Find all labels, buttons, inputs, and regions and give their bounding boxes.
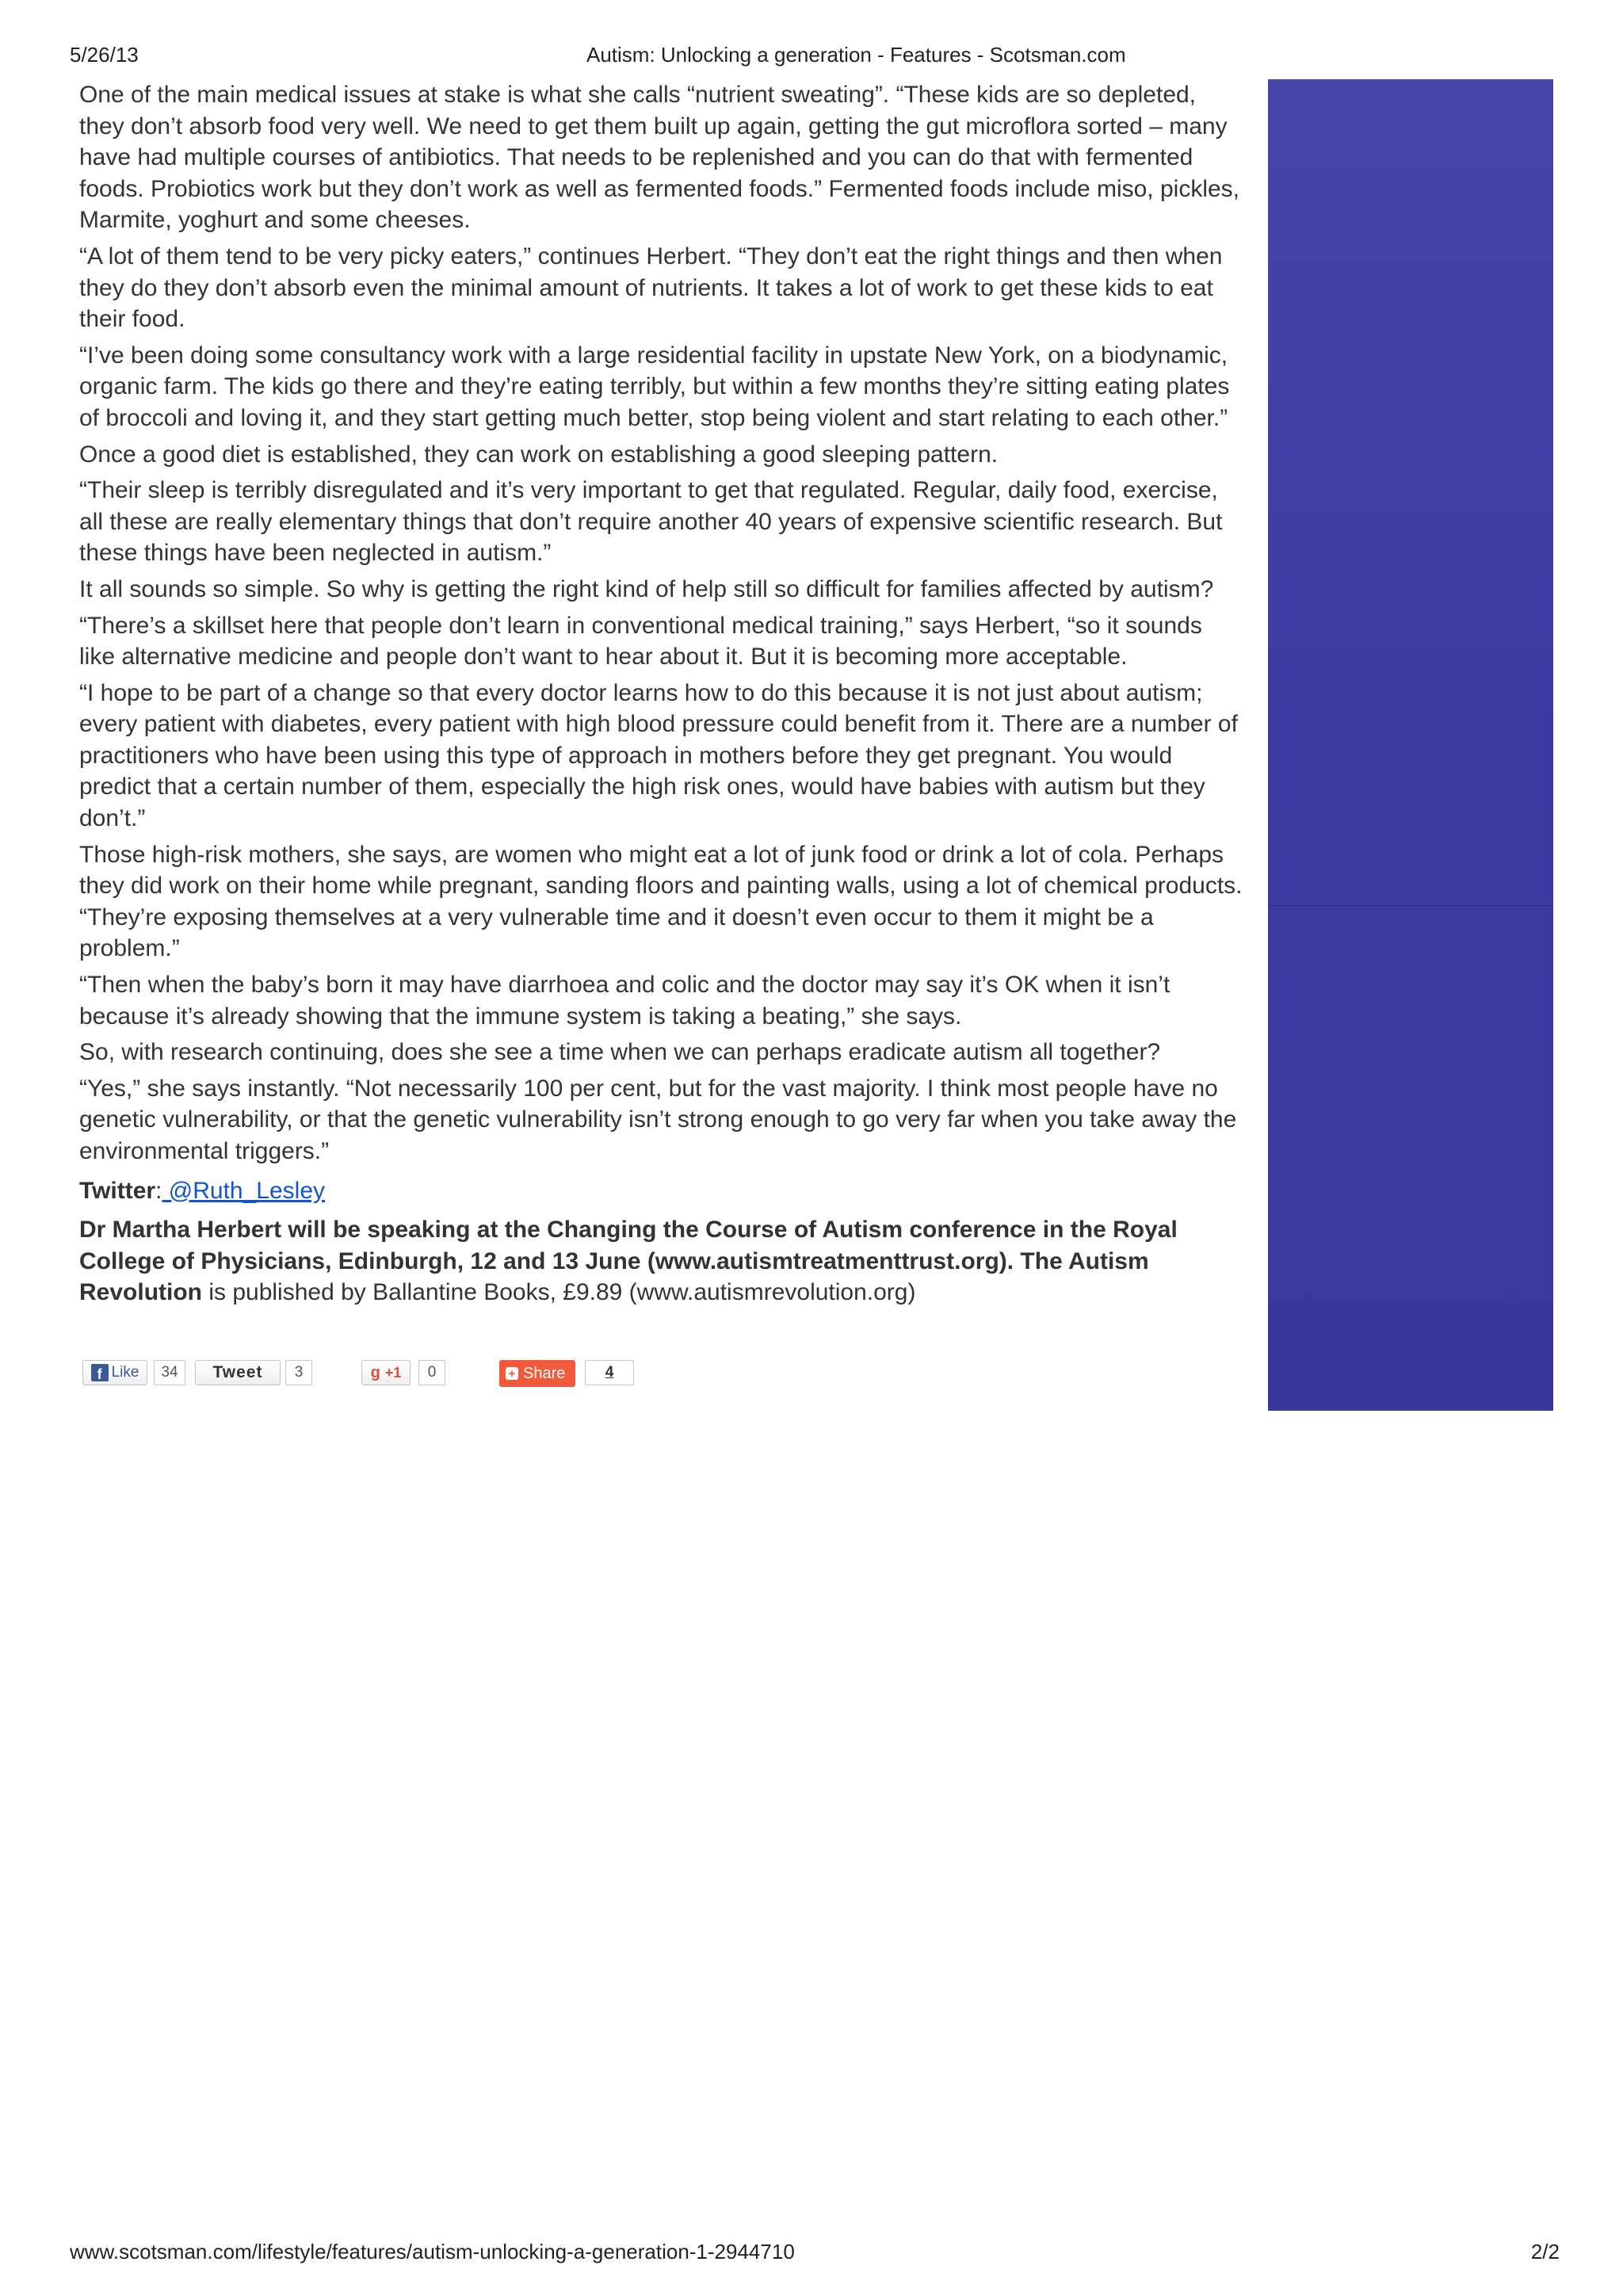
- google-plus-icon: g: [370, 1363, 380, 1381]
- article-paragraph: “I hope to be part of a change so that every doctor learns how to do this because it is not just about autism; every patient with diabetes, every patient with high blood pressure could benefit from it. There are a number of practitioners who have been using this type of approach in mothers before they get pregnant. You would predict that a certain number of them, especially the high risk ones, would have babies with autism but they don’t.”: [79, 679, 1238, 832]
- article-body: [79, 79, 1244, 1313]
- article-paragraph: “Then when the baby’s born it may have diarrhoea and colic and the doctor may say it’s OK when it isn’t because it’s already showing that the immune system is taking a beating,” she says.: [79, 972, 1170, 1030]
- print-page-title: Autism: Unlocking a generation - Features - Scotsman.com: [586, 43, 1126, 67]
- social-share-bar: [79, 1357, 682, 1389]
- sidebar-divider: [1268, 905, 1553, 906]
- share-label: Share: [523, 1364, 566, 1382]
- google-plus-label: +1: [384, 1364, 402, 1381]
- print-footer-url: www.scotsman.com/lifestyle/features/autism-unlocking-a-generation-1-2944710: [70, 2240, 795, 2264]
- sidebar-ad-panel: [1268, 79, 1553, 1411]
- event-note-normal: is published by Ballantine Books, £9.89 (www.autismrevolution.org): [202, 1279, 916, 1306]
- twitter-colon: :: [155, 1177, 162, 1204]
- twitter-line: [79, 1175, 1244, 1207]
- event-note-bold: Dr Martha Herbert will be speaking at the Changing the Course of Autism conference in the Royal College of Physicians, Edinburgh, 12 and 13 June (www.autismtreatmenttrust.org). The Autism Revolution: [79, 1217, 1178, 1306]
- twitter-label: Twitter: [79, 1177, 156, 1204]
- facebook-icon: f: [91, 1364, 109, 1381]
- article-paragraph: “A lot of them tend to be very picky eaters,” continues Herbert. “They don’t eat the right things and then when they do they don’t absorb even the minimal amount of nutrients. It takes a lot of work to get these kids to eat their food.: [79, 243, 1223, 333]
- event-note: [79, 1214, 1244, 1308]
- share-count-value: 4: [605, 1364, 614, 1381]
- facebook-like-label: Like: [111, 1364, 139, 1381]
- article-paragraph: One of the main medical issues at stake is what she calls “nutrient sweating”. “These kids are so depleted, they don’t absorb food very well. We need to get them built up again, getting the gut microflora sorted – many have had multiple courses of antibiotics. That needs to be replenished and you can do that with fermented foods. Probiotics work but they don’t work as well as fermented foods.” Fermented foods include miso, pickles, Marmite, yoghurt and some cheeses.: [79, 82, 1240, 234]
- article-paragraph: Those high-risk mothers, she says, are women who might eat a lot of junk food or drink a lot of cola. Perhaps they did work on their home while pregnant, sanding floors and painting walls, using a lot of chemical products. “They’re exposing themselves at a very vulnerable time and it doesn’t even occur to them it might be a problem.”: [79, 841, 1243, 962]
- google-plus-button[interactable]: [361, 1360, 411, 1385]
- tweet-count: 3: [285, 1360, 312, 1385]
- google-plus-count: 0: [418, 1360, 445, 1385]
- twitter-handle-link[interactable]: @Ruth_Lesley: [162, 1177, 326, 1204]
- article-paragraph: “Their sleep is terribly disregulated and it’s very important to get that regulated. Regular, daily food, exercise, all these are really elementary things that don’t require another 40 years of expensive scientific research. But these things have been neglected in autism.”: [79, 477, 1223, 567]
- article-paragraph: “There’s a skillset here that people don’t learn in conventional medical training,” says Herbert, “so it sounds like alternative medicine and people don’t want to hear about it. But it is becoming more acceptable.: [79, 612, 1202, 670]
- article-paragraph: Once a good diet is established, they can work on establishing a good sleeping pattern.: [79, 441, 999, 468]
- article-paragraph: It all sounds so simple. So why is getting the right kind of help still so difficult for families affected by autism?: [79, 575, 1214, 602]
- print-page-number: 2/2: [1530, 2240, 1560, 2264]
- facebook-like-count: 34: [154, 1360, 185, 1385]
- facebook-like-button[interactable]: [82, 1360, 147, 1385]
- share-button[interactable]: [499, 1360, 575, 1387]
- share-plus-icon: +: [506, 1367, 518, 1380]
- print-date: 5/26/13: [70, 43, 139, 67]
- tweet-button[interactable]: [195, 1360, 281, 1385]
- share-count[interactable]: [585, 1360, 634, 1385]
- article-paragraph: “I’ve been doing some consultancy work with a large residential facility in upstate New York, on a biodynamic, organic farm. The kids go there and they’re eating terribly, but within a few months they’re sitting eating plates of broccoli and loving it, and they start getting much better, stop being violent and start relating to each other.”: [79, 342, 1230, 431]
- article-paragraph: So, with research continuing, does she see a time when we can perhaps eradicate autism all together?: [79, 1039, 1161, 1066]
- tweet-label: Tweet: [212, 1363, 263, 1381]
- article-paragraph: “Yes,” she says instantly. “Not necessarily 100 per cent, but for the vast majority. I think most people have no genetic vulnerability, or that the genetic vulnerability isn’t strong enough to go very far when you take away the environmental triggers.”: [79, 1075, 1237, 1164]
